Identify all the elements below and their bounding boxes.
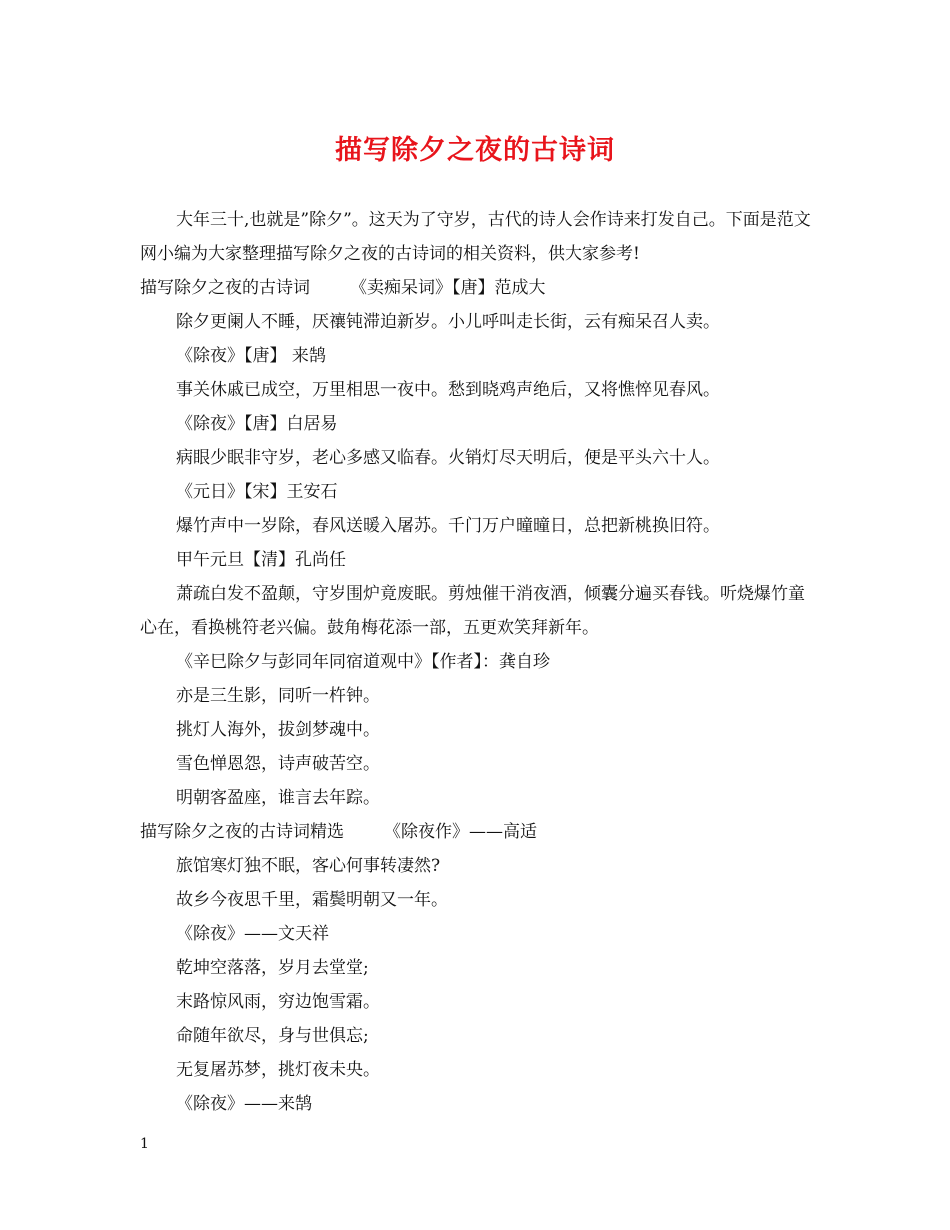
intro-paragraph: 大年三十,也就是”除夕”。这天为了守岁，古代的诗人会作诗来打发自己。下面是范文网小编为大家整理描写除夕之夜的古诗词的相关资料，供大家参考!	[140, 210, 811, 264]
poem-text: 病眼少眠非守岁，老心多感又临春。火销灯尽天明后，便是平头六十人。	[176, 448, 720, 468]
poem-line: 无复屠苏梦，挑灯夜未央。	[176, 1060, 380, 1080]
poem-line: 故乡今夜思千里，霜鬓明朝又一年。	[176, 890, 448, 910]
poem-text: 萧疏白发不盈颠，守岁围炉竟废眠。剪烛催干消夜酒，倾囊分遍买春钱。听烧爆竹童心在，看换桃符老兴偏。鼓角梅花添一部，五更欢笑拜新年。	[140, 584, 805, 638]
poem-title: 甲午元旦【清】孔尚任	[176, 550, 346, 570]
section-heading-line	[140, 815, 820, 849]
document-title: 描写除夕之夜的古诗词	[335, 135, 615, 166]
poem-title: 《除夜》——来鹄	[176, 1094, 312, 1114]
poem-line: 明朝客盈座，谁言去年踪。	[176, 788, 380, 808]
poem-line: 末路惊风雨，穷边饱雪霜。	[176, 992, 380, 1012]
poem-title: 《除夜》【唐】 来鹄	[176, 346, 326, 366]
section-heading-line	[140, 271, 820, 305]
poem-title: 《除夜作》——高适	[384, 822, 537, 842]
poem-line: 旅馆寒灯独不眠，客心何事转凄然?	[176, 856, 441, 876]
poem-line: 乾坤空落落，岁月去堂堂;	[176, 958, 369, 978]
poem-title: 《除夜》——文天祥	[176, 924, 329, 944]
poem-title: 《除夜》【唐】白居易	[176, 414, 338, 434]
poem-line: 雪色惮恩怨，诗声破苦空。	[176, 754, 380, 774]
poem-title: 《辛巳除夕与彭同年同宿道观中》【作者】：龚自珍	[176, 652, 550, 672]
poem-text: 除夕更阑人不睡，厌禳钝滞迫新岁。小儿呼叫走长街，云有痴呆召人卖。	[176, 312, 720, 332]
section-heading: 描写除夕之夜的古诗词精选	[140, 822, 344, 842]
poem-line: 命随年欲尽，身与世俱忘;	[176, 1026, 369, 1046]
poem-text: 事关休戚已成空，万里相思一夜中。愁到晓鸡声绝后，又将憔悴见春风。	[176, 380, 720, 400]
page-number: 1	[140, 1136, 149, 1152]
section-heading: 描写除夕之夜的古诗词	[140, 278, 310, 298]
poem-title: 《元日》【宋】王安石	[176, 482, 338, 502]
document-body	[140, 203, 820, 1121]
poem-title: 《卖痴呆词》【唐】范成大	[350, 278, 546, 298]
poem-line: 挑灯人海外，拔剑梦魂中。	[176, 720, 380, 740]
poem-line: 亦是三生影，同听一杵钟。	[176, 686, 380, 706]
poem-text: 爆竹声中一岁除，春风送暖入屠苏。千门万户曈曈日，总把新桃换旧符。	[176, 516, 720, 536]
